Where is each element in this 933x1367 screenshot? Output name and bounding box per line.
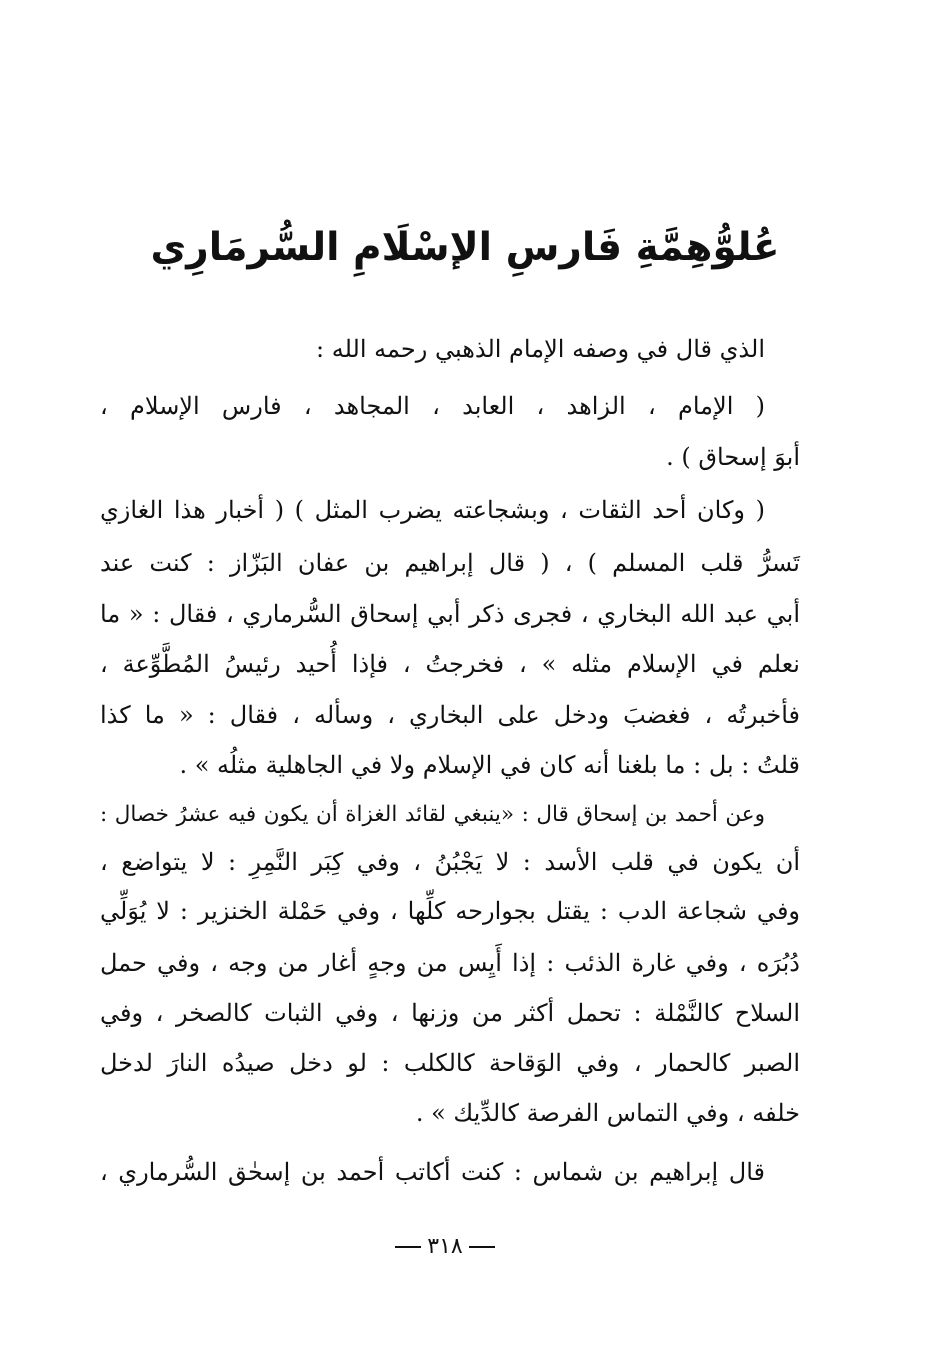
page-number-dash-right — [469, 1246, 495, 1248]
text-line-9: قلتُ : بل : ما بلغنا أنه كان في الإسلام ولا في الجاهلية مثلُه » . — [179, 751, 800, 779]
text-line-13: دُبُرَه ، وفي غارة الذئب : إذا أَيِس من وجهٍ أغار من وجه ، وفي حمل — [100, 949, 800, 977]
page-number-value: ٣١٨ — [427, 1234, 463, 1259]
text-line-10: وعن أحمد بن إسحاق قال : «ينبغي لقائد الغزاة أن يكون فيه عشرُ خصال : — [100, 802, 765, 827]
text-line-8: فأخبرتُه ، فغضبَ ودخل على البخاري ، وسأله ، فقال : « ما كذا — [100, 701, 800, 729]
text-line-17: قال إبراهيم بن شماس : كنت أكاتب أحمد بن إسحٰق السُّرماري ، — [100, 1158, 765, 1186]
text-line-2: ( الإمام ، الزاهد ، العابد ، المجاهد ، فارس الإسلام ، — [100, 392, 765, 420]
page-number-dash-left — [395, 1246, 421, 1248]
text-line-1: الذي قال في وصفه الإمام الذهبي رحمه الله : — [316, 335, 765, 363]
text-line-15: الصبر كالحمار ، وفي الوَقاحة كالكلب : لو دخل صيدُه النارَ لدخل — [100, 1049, 800, 1077]
text-line-12: وفي شجاعة الدب : يقتل بجوارحه كلِّها ، وفي حَمْلة الخنزير : لا يُوَلِّي — [100, 897, 800, 925]
text-line-7: نعلم في الإسلام مثله » ، فخرجتُ ، فإذا أُحيد رئيسُ المُطَّوِّعة ، — [100, 650, 800, 678]
text-line-11: أن يكون في قلب الأسد : لا يَجْبُنُ ، وفي كِبَر النَّمِرِ : لا يتواضع ، — [100, 848, 800, 876]
chapter-title: عُلوُّهِمَّةِ فَارسِ الإسْلَامِ السُّرمَارِي — [150, 225, 780, 270]
text-line-4: ( وكان أحد الثقات ، وبشجاعته يضرب المثل ) ( أخبار هذا الغازي — [100, 496, 765, 524]
text-line-14: السلاح كالنَّمْلة : تحمل أكثر من وزنها ، وفي الثبات كالصخر ، وفي — [100, 999, 800, 1027]
text-line-6: أبي عبد الله البخاري ، فجرى ذكر أبي إسحاق السُّرماري ، فقال : « ما — [100, 600, 800, 628]
text-line-5: تَسرُّ قلب المسلم ) ، ( قال إبراهيم بن عفان البَزّاز : كنت عند — [100, 549, 800, 577]
text-line-3: أبوَ إسحاق ) . — [666, 443, 800, 471]
page-number — [380, 1232, 510, 1262]
text-line-16: خلفه ، وفي التماس الفرصة كالدِّيك » . — [415, 1099, 800, 1127]
